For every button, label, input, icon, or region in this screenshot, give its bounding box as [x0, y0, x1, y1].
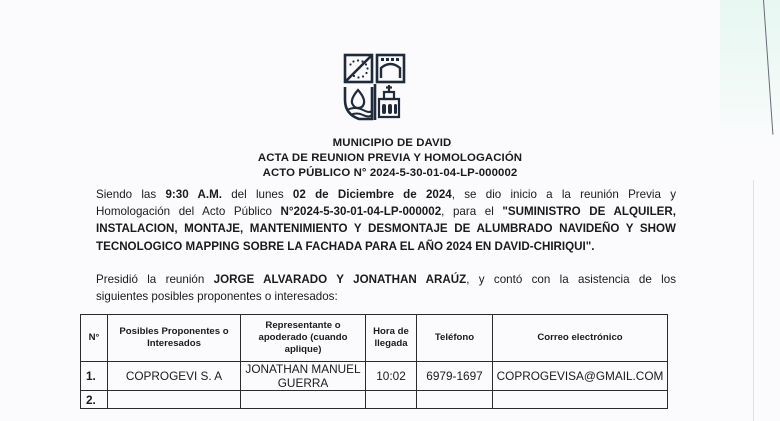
- opening-paragraph: [96, 186, 676, 255]
- act-number: ACTO PÚBLICO N° 2024-5-30-01-04-LP-000002: [262, 167, 518, 179]
- header-bidders: Posibles Proponentes o Interesados: [108, 315, 241, 362]
- table-row: [81, 391, 668, 409]
- arrival-time: [366, 391, 417, 409]
- text: Presidió la reunión: [96, 273, 214, 286]
- paragraph-line: siguientes posibles proponentes o interesados:: [96, 290, 338, 304]
- text: del lunes: [221, 188, 293, 201]
- bidder-name: COPROGEVI S. A: [108, 362, 241, 391]
- email-address: COPROGEVISA@GMAIL.COM: [493, 362, 668, 391]
- text: , para el: [441, 205, 503, 219]
- meeting-date: 02 de Diciembre de 2024: [292, 188, 452, 201]
- bidder-name: [108, 391, 241, 409]
- text: Homologación del Acto Público: [96, 205, 281, 219]
- table-header-row: [81, 315, 668, 362]
- representative-name: [241, 391, 366, 409]
- header-arrival-time: Hora de llegada: [366, 315, 417, 362]
- document-title-block: [0, 136, 780, 181]
- text: Siendo las: [96, 188, 166, 201]
- paragraph-line: [96, 186, 676, 203]
- attendance-paragraph: [96, 271, 676, 305]
- project-title-line: INSTALACION, MONTAJE, MANTENIMIENTO Y DESMONTAJE DE ALUMBRADO NAVIDEÑO Y SHOW: [96, 222, 676, 236]
- project-title-start: "SUMINISTRO DE ALQUILER,: [502, 205, 677, 219]
- table-row: [81, 362, 668, 391]
- act-reference: N°2024-5-30-01-04-LP-000002: [280, 205, 442, 219]
- email-address: [493, 391, 668, 409]
- row-number: 1.: [81, 362, 108, 391]
- header-email: Correo electrónico: [493, 315, 668, 362]
- arrival-time: 10:02: [366, 362, 417, 391]
- meeting-time: 9:30 A.M.: [165, 188, 222, 201]
- document-title: ACTA DE REUNION PREVIA Y HOMOLOGACIÓN: [257, 152, 523, 164]
- presiding-officials: JORGE ALVARADO Y JONATHAN ARAÚZ: [213, 273, 467, 286]
- phone-number: 6979-1697: [417, 362, 493, 391]
- phone-number: [417, 391, 493, 409]
- text: , se dio inicio a la reunión Previa y: [451, 188, 676, 201]
- paragraph-line: [96, 271, 676, 288]
- project-title-end: TECNOLOGICO MAPPING SOBRE LA FACHADA PARA EL AÑO 2024 EN DAVID-CHIRIQUI".: [96, 239, 595, 253]
- paragraph-line: [96, 203, 676, 220]
- municipio-crest-icon: [341, 52, 438, 122]
- header-number: N°: [81, 315, 108, 362]
- row-number: 2.: [81, 391, 108, 409]
- text: , y contó con la asistencia de los: [466, 273, 677, 286]
- representative-name: JONATHAN MANUEL GUERRA: [241, 362, 366, 391]
- header-phone: Teléfono: [417, 315, 493, 362]
- paper-edge-shadow: [753, 180, 754, 421]
- attendance-table: [80, 314, 668, 409]
- header-representative: Representante o apoderado (cuando aplique): [241, 315, 366, 362]
- municipality-name: MUNICIPIO DE DAVID: [332, 137, 452, 149]
